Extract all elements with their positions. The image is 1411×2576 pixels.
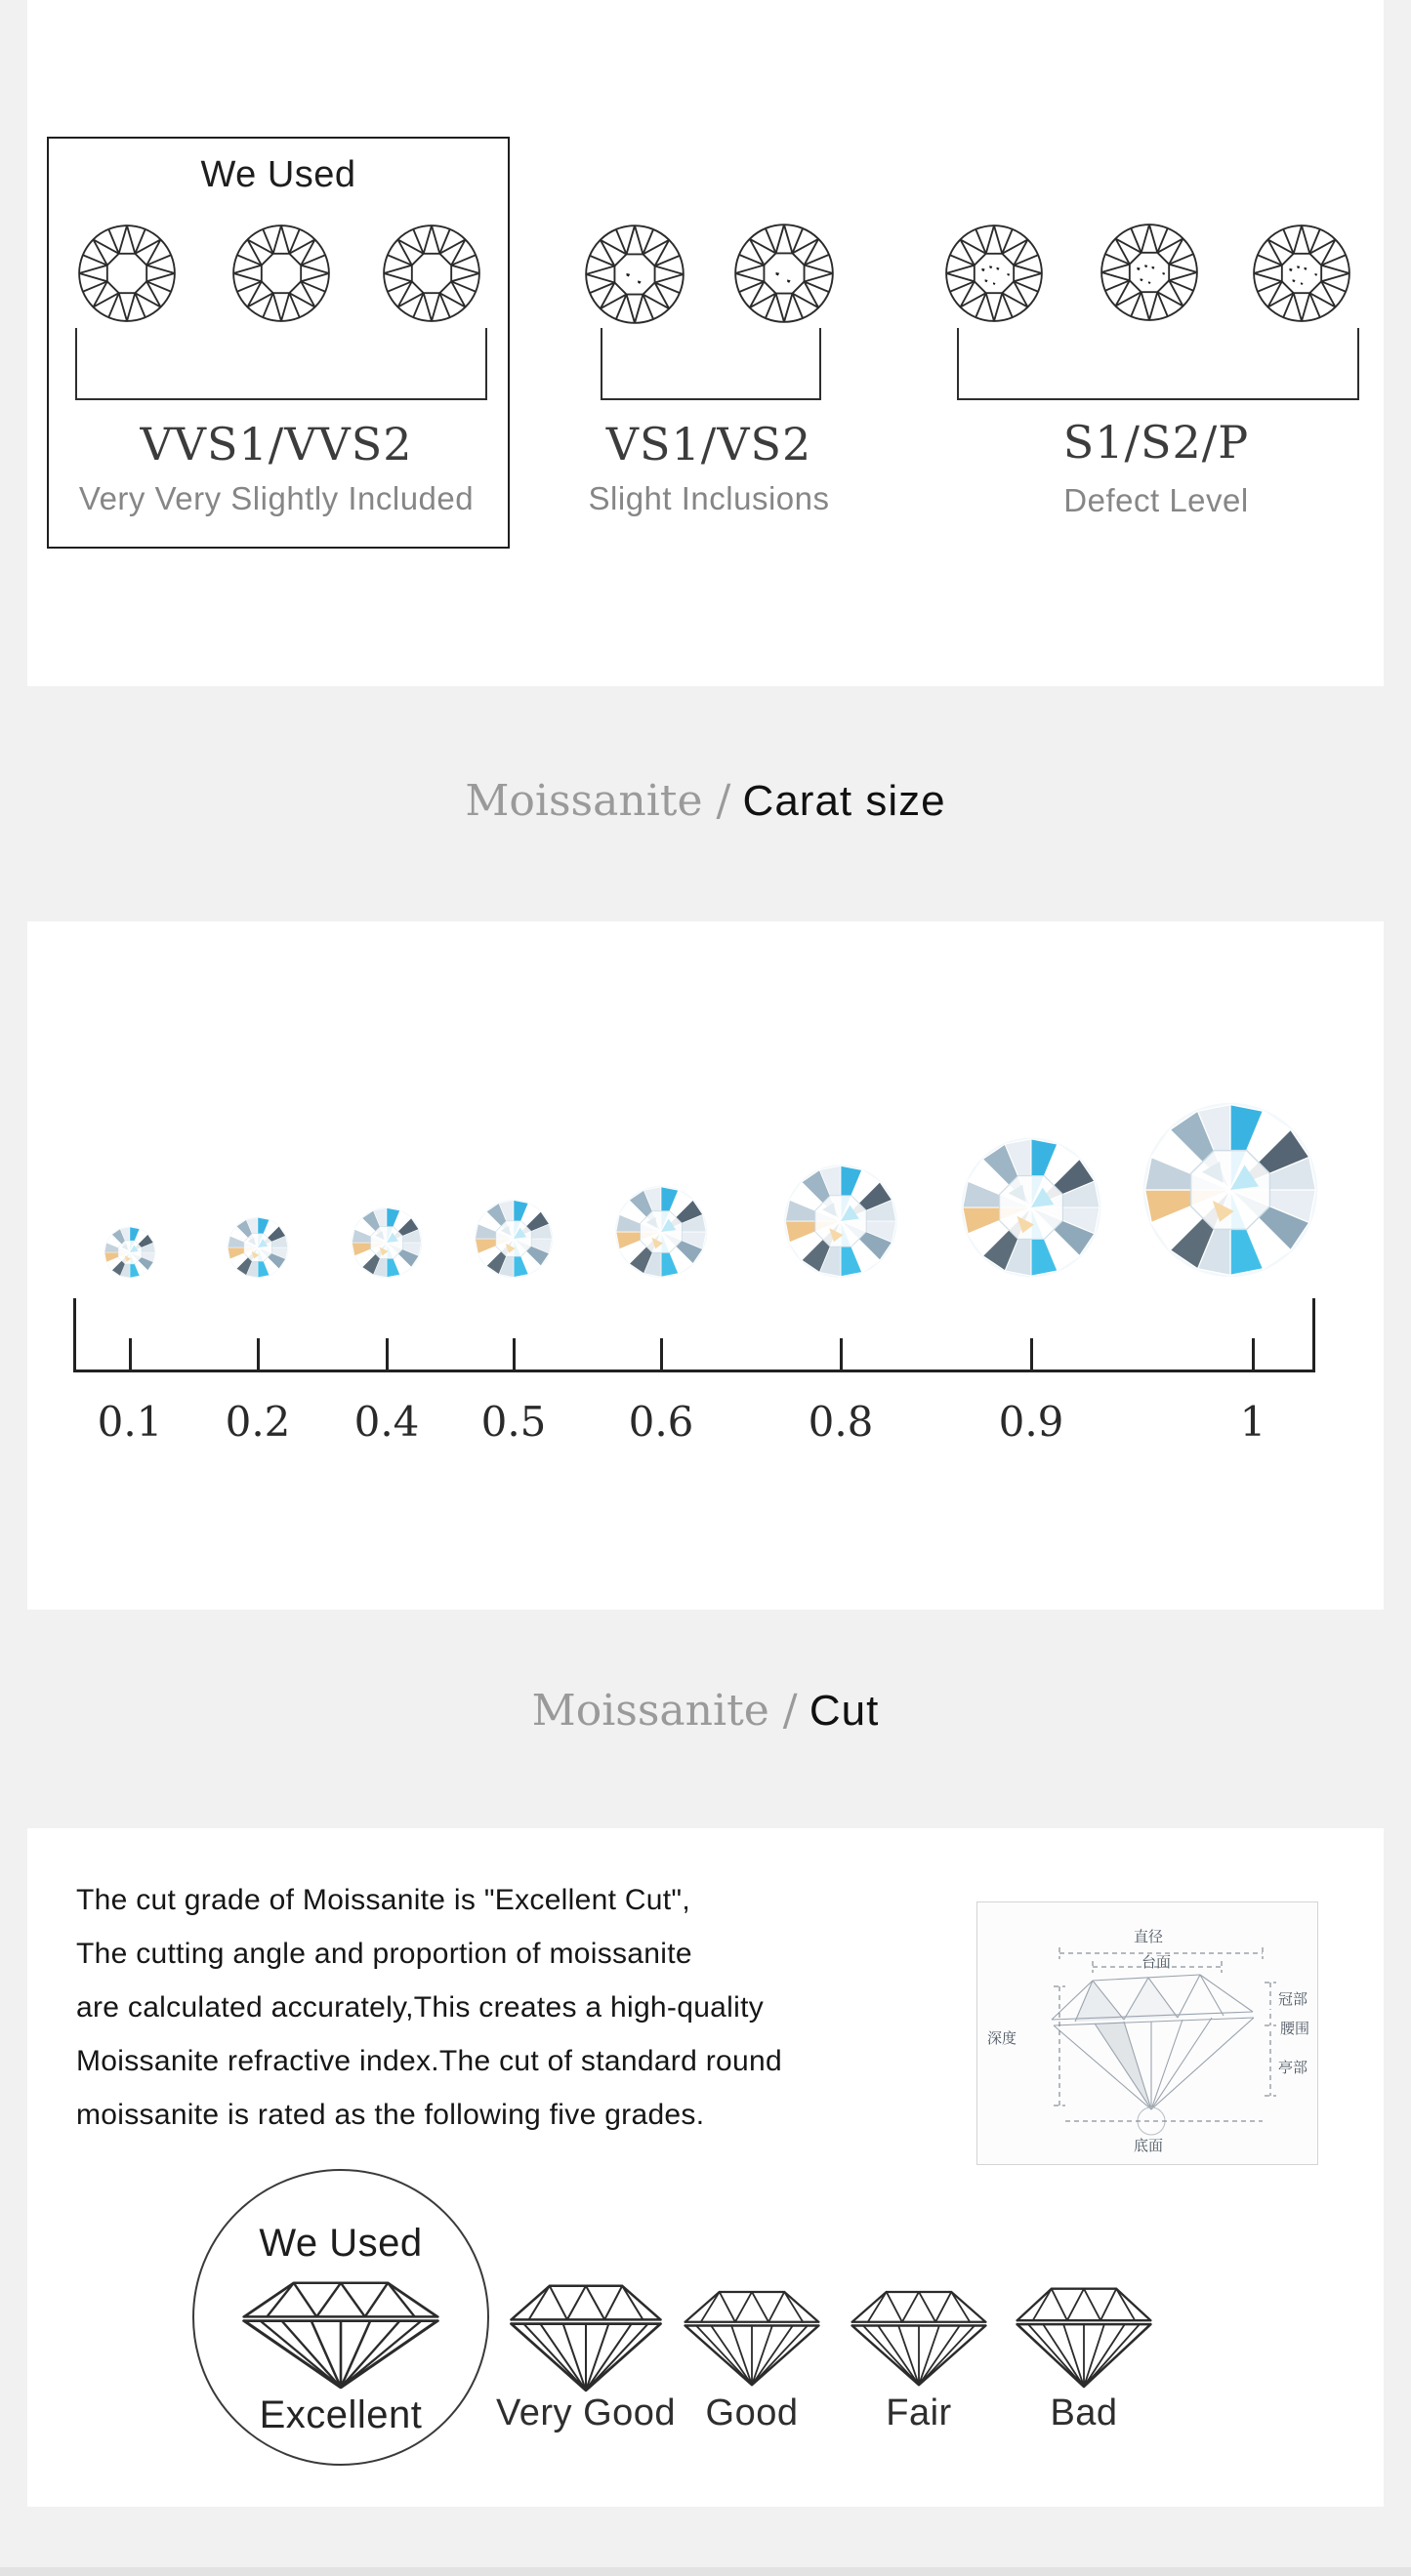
cut-paragraph-line: moissanite is rated as the following five grades. xyxy=(76,2099,705,2131)
label-depth: 深度 xyxy=(987,2029,1017,2047)
cut-paragraph-line: The cutting angle and proportion of moissanite xyxy=(76,1938,692,1970)
diamond-top-clean-icon xyxy=(76,223,178,324)
diamond-top-clean-icon xyxy=(230,223,332,324)
ruler-tick xyxy=(660,1338,663,1370)
gem-photo-0-8ct xyxy=(783,1164,898,1279)
diamond-side-bad-icon xyxy=(1010,2273,1158,2391)
bracket xyxy=(75,328,487,400)
cut-paragraph-line: The cut grade of Moissanite is "Excellent Cut", xyxy=(76,1884,691,1916)
ruler-tick xyxy=(257,1338,260,1370)
label-table: 台面 xyxy=(1141,1953,1172,1971)
heading-main: Cut xyxy=(809,1687,880,1735)
ruler-end-tick xyxy=(1312,1298,1315,1370)
gem-photo-0-9ct xyxy=(960,1136,1102,1279)
diamond-top-si-icon xyxy=(1099,222,1200,323)
diamond-side-good-icon xyxy=(678,2277,826,2389)
ruler-tick xyxy=(129,1338,132,1370)
cut-grade-fair: Fair xyxy=(886,2392,952,2433)
heading-prefix: Moissanite / xyxy=(531,1686,798,1736)
carat-size-label: 0.2 xyxy=(225,1398,291,1446)
label-culet: 底面 xyxy=(1134,2137,1164,2154)
carat-size-label: 0.4 xyxy=(353,1398,420,1446)
we-used-cut-badge xyxy=(192,2169,489,2466)
ruler-tick xyxy=(513,1338,516,1370)
clarity-grade-si: S1/S2/P xyxy=(1062,416,1250,469)
carat-size-label: 0.9 xyxy=(998,1398,1064,1446)
we-used-label: We Used xyxy=(200,154,356,195)
bracket xyxy=(957,328,1359,400)
carat-size-label: 0.5 xyxy=(480,1398,547,1446)
clarity-grade-vvs: VVS1/VVS2 xyxy=(140,418,413,470)
gem-photo-1ct xyxy=(1141,1101,1319,1279)
diamond-top-si-icon xyxy=(1251,223,1352,324)
gem-photo-0-6ct xyxy=(614,1185,708,1279)
carat-size-label: 1 xyxy=(1239,1398,1266,1446)
diamond-top-vs-icon xyxy=(583,223,686,326)
carat-size-label: 0.6 xyxy=(628,1398,694,1446)
gem-photo-0-2ct xyxy=(227,1216,289,1279)
heading-prefix: Moissanite / xyxy=(465,776,731,826)
clarity-desc-vs: Slight Inclusions xyxy=(588,480,830,516)
cut-section xyxy=(27,1828,1384,2507)
clarity-section xyxy=(27,0,1384,686)
cut-anatomy-diagram xyxy=(976,1901,1318,2165)
bottom-divider xyxy=(0,2567,1411,2576)
diamond-side-very-good-icon xyxy=(503,2269,669,2394)
carat-size-label: 0.8 xyxy=(808,1398,874,1446)
carat-size-label: 0.1 xyxy=(97,1398,163,1446)
cut-section-heading xyxy=(0,1686,1411,1736)
cut-paragraph-line: Moissanite refractive index.The cut of standard round xyxy=(76,2045,782,2077)
heading-main: Carat size xyxy=(742,777,946,825)
label-diameter: 直径 xyxy=(1134,1928,1164,1945)
we-used-label: We Used xyxy=(259,2222,423,2265)
gem-photo-0-5ct xyxy=(474,1199,554,1279)
cut-grade-very-good: Very Good xyxy=(495,2392,677,2433)
cut-paragraph-line: are calculated accurately,This creates a high-quality xyxy=(76,1991,765,2024)
diamond-side-fair-icon xyxy=(845,2277,993,2389)
label-crown: 冠部 xyxy=(1278,1990,1308,2008)
label-pavilion: 亭部 xyxy=(1278,2059,1308,2076)
ruler-tick xyxy=(840,1338,843,1370)
cut-grade-good: Good xyxy=(705,2392,799,2433)
gem-photo-0-4ct xyxy=(351,1206,423,1279)
clarity-desc-si: Defect Level xyxy=(1063,482,1249,518)
ruler-tick xyxy=(1030,1338,1033,1370)
clarity-desc-vvs: Very Very Slightly Included xyxy=(78,480,475,516)
clarity-grade-vs: VS1/VS2 xyxy=(605,418,812,470)
carat-section-heading xyxy=(0,776,1411,826)
bracket xyxy=(601,328,821,400)
gem-photo-0-1ct xyxy=(104,1226,156,1279)
diamond-top-clean-icon xyxy=(381,223,482,324)
label-girdle: 腰围 xyxy=(1280,2020,1310,2037)
ruler-tick xyxy=(386,1338,389,1370)
diamond-top-vs-icon xyxy=(732,222,836,325)
ruler-end-tick xyxy=(73,1298,76,1370)
diamond-side-excellent-icon xyxy=(233,2267,448,2392)
cut-grade-excellent: Excellent xyxy=(259,2393,423,2436)
cut-grade-bad: Bad xyxy=(1050,2392,1118,2433)
diamond-top-si-icon xyxy=(943,223,1045,324)
carat-section xyxy=(27,921,1384,1610)
ruler-tick xyxy=(1252,1338,1255,1370)
